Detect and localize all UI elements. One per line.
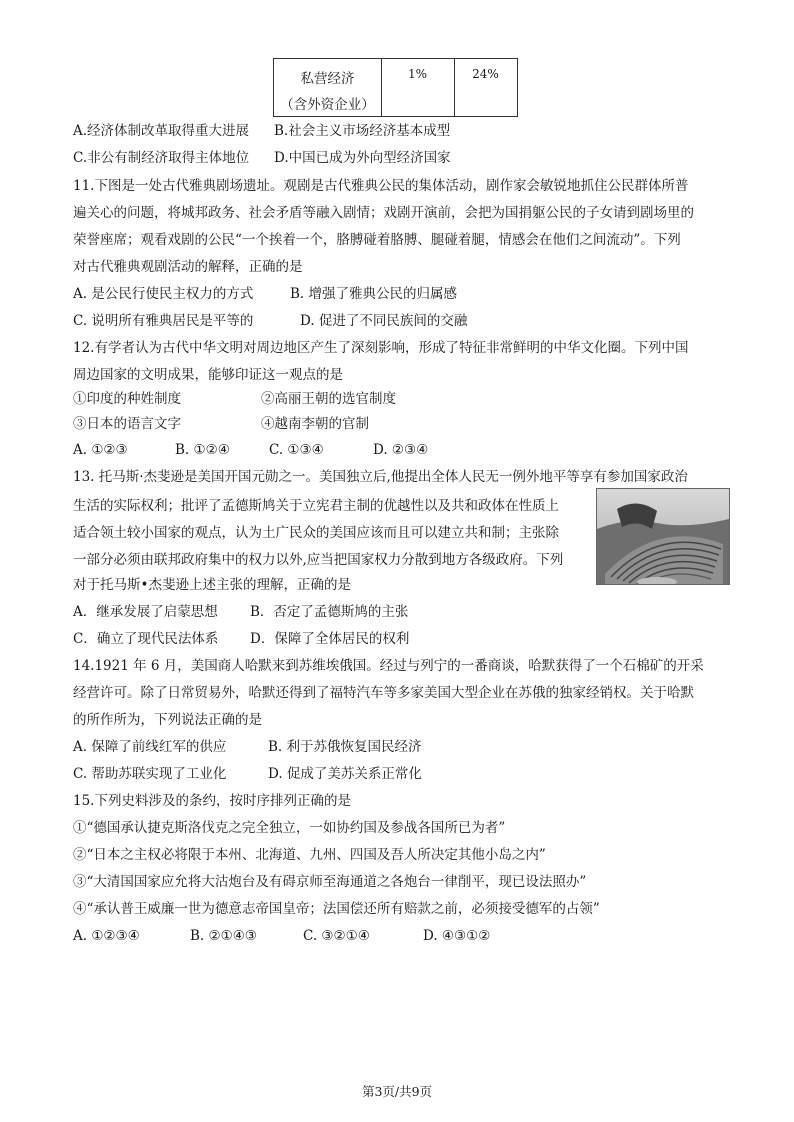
q15-option-a: A. ①②③④ [73,928,140,944]
q12-stem-line1: 12.有学者认为古代中华文明对周边地区产生了深刻影响，形成了特征非常鲜明的中华文化圈。下列中国 [73,340,689,356]
q15-option-c: C. ③②①④ [303,928,370,944]
q13-option-b: B．否定了孟德斯鸠的主张 [250,604,409,620]
table-value2: 24% [472,67,499,81]
q11-option-d: D. 促进了不同民族间的交融 [300,313,468,329]
table-cell-value2 [454,59,517,116]
q14-stem-line3: 的所作所为，下列说法正确的是 [73,712,262,728]
q11-option-a: A. 是公民行使民主权力的方式 [73,286,254,302]
q12-option-a: A. ①②③ [73,442,128,458]
q11-stem-line1: 11.下图是一处古代雅典剧场遗址。观剧是古代雅典公民的集体活动，剧作家会敏锐地抓住公民群体所普 [73,178,689,194]
q12-item-1: ①印度的种姓制度 [73,391,181,407]
q15-item-3: ③“大清国国家应允将大沽炮台及有碍京师至海通道之各炮台一律削平，现已设法照办” [73,874,587,890]
q15-stem: 15.下列史料涉及的条约，按时序排列正确的是 [73,793,351,809]
q10-option-d: D.中国已成为外向型经济国家 [274,150,451,166]
table-label-line1: 私营经济 [300,71,355,87]
q11-stem-line3: 荣誉座席；观看戏剧的公民“一个挨着一个，胳膊碰着胳膊、腿碰着腿，情感会在他们之间流动”。下列 [73,232,681,248]
table-cell-value1 [381,59,455,116]
q14-option-c: C. 帮助苏联实现了工业化 [73,766,227,782]
q10-option-b: B.社会主义市场经济基本成型 [274,123,451,139]
ancient-theater-photo [596,488,730,585]
table-label-line2: （含外资企业） [280,97,375,113]
q14-option-d: D. 促成了美苏关系正常化 [268,766,422,782]
q15-option-d: D. ④③①② [423,928,491,944]
q11-stem-line4: 对古代雅典观剧活动的解释，正确的是 [73,259,303,275]
q14-stem-line2: 经营许可。除了日常贸易外，哈默还得到了福特汽车等多家美国大型企业在苏俄的独家经销权。关于哈默 [73,685,694,701]
theater-ruins-image [597,489,729,584]
q13-stem-line1: 13. 托马斯·杰斐逊是美国开国元勋之一。美国独立后,他提出全体人民无一例外地平等享有参加国家政治 [73,469,688,485]
table-cell-label [274,59,382,116]
page-number: 第3页/共9页 [361,1084,433,1099]
q11-option-c: C. 说明所有雅典居民是平等的 [73,313,254,329]
q13-option-c: C．确立了现代民法体系 [73,631,219,647]
q15-option-b: B. ②①④③ [190,928,257,944]
q15-item-1: ①“德国承认捷克斯洛伐克之完全独立，一如协约国及参战各国所已为者” [73,820,506,836]
q11-option-b: B. 增强了雅典公民的归属感 [290,286,458,302]
q12-option-d: D. ②③④ [373,442,429,458]
q15-item-4: ④“承认普王威廉一世为德意志帝国皇帝；法国偿还所有赔款之前，必须接受德军的占领” [73,901,600,917]
q13-option-a: A．继承发展了启蒙思想 [73,604,218,620]
q12-item-2: ②高丽王朝的选官制度 [261,391,396,407]
q14-stem-line1: 14.1921 年 6 月，美国商人哈默来到苏维埃俄国。经过与列宁的一番商谈，哈默获得了一个石棉矿的开采 [73,658,704,674]
table-value1: 1% [407,67,428,81]
q12-item-4: ④越南李朝的官制 [261,416,369,432]
q15-item-2: ②“日本之主权必将限于本州、北海道、九州、四国及吾人所决定其他小岛之内” [73,847,546,863]
q10-option-c: C.非公有制经济取得主体地位 [73,150,250,166]
q13-option-d: D．保障了全体居民的权利 [250,631,410,647]
q14-option-b: B. 利于苏俄恢复国民经济 [268,739,422,755]
q12-option-c: C. ①③④ [269,442,324,458]
q14-option-a: A. 保障了前线红军的供应 [73,739,227,755]
q10-option-a: A.经济体制改革取得重大进展 [73,123,250,139]
q13-stem-line3: 适合领土较小国家的观点，认为土广民众的美国应该而且可以建立共和制；主张除 [73,525,559,541]
data-table [273,58,518,117]
q12-item-3: ③日本的语言文字 [73,416,181,432]
q13-stem-line2: 生活的实际权利；批评了孟德斯鸠关于立宪君主制的优越性以及共和政体在性质上 [73,498,559,514]
q13-stem-line4: 一部分必须由联邦政府集中的权力以外,应当把国家权力分散到地方各级政府。下列 [73,552,564,568]
q13-stem-line5: 对于托马斯•杰斐逊上述主张的理解，正确的是 [73,577,351,593]
q12-stem-line2: 周边国家的文明成果，能够印证这一观点的是 [73,367,343,383]
q12-option-b: B. ①②④ [175,442,230,458]
q11-stem-line2: 遍关心的问题，将城邦政务、社会矛盾等融入剧情；戏剧开演前，会把为国捐躯公民的子女请到剧场里的 [73,205,694,221]
